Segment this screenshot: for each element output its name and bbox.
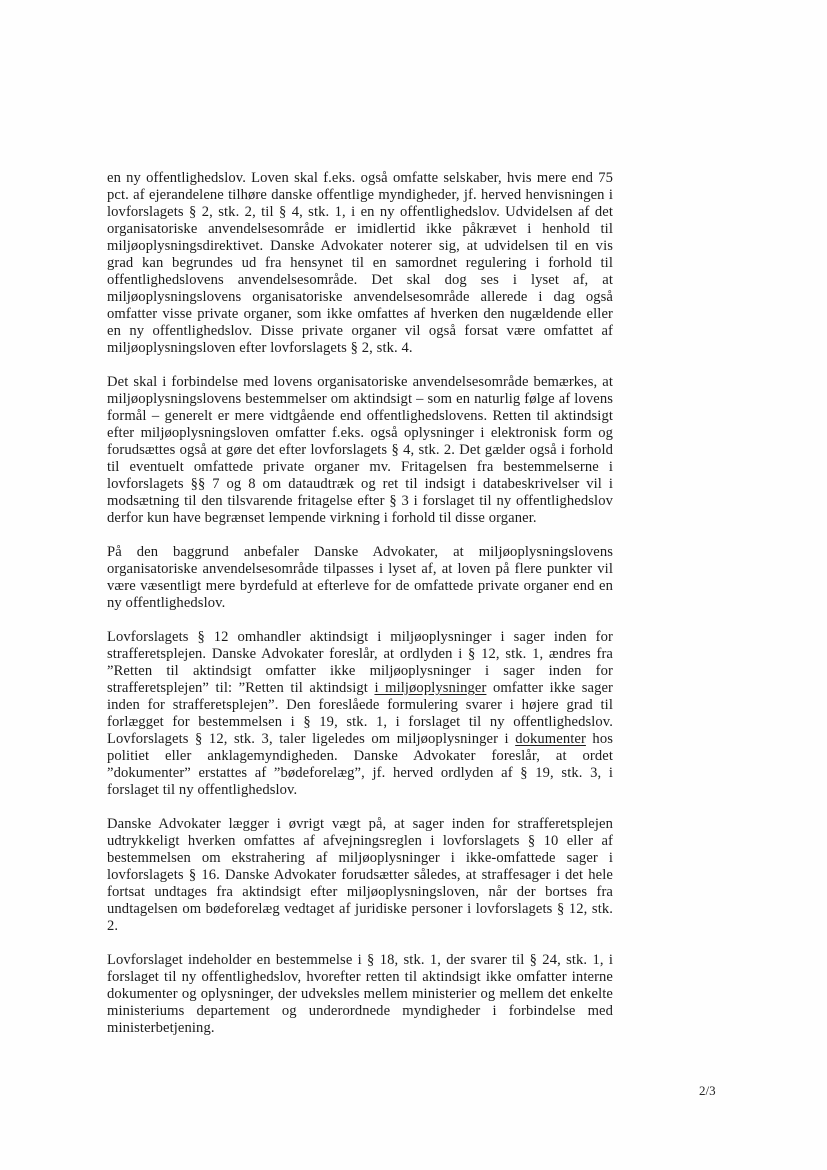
paragraph: [107, 544, 613, 612]
text-segment: omfatter ikke sager inden for strafferetsplejen”. Den foreslåede formulering svarer i højere grad til forlægget for bestemmelsen i § 19, stk. 1, i forslaget til ny offentlighedslov. Lovforslagets § 12, stk. 3, taler ligeledes om miljøoplysninger i: [107, 680, 613, 747]
paragraph: [107, 629, 613, 799]
text-segment: På den baggrund anbefaler Danske Advokater, at miljøoplysningslovens organisatoriske anvendelsesområde tilpasses i lyset af, at loven på flere punkter vil være væsentligt mere byrdefuld at efterleve for de omfattede private organer end en ny offentlighedslov.: [107, 544, 613, 611]
document-paragraphs: [107, 170, 613, 1037]
underlined-text: i miljøoplysninger: [374, 680, 487, 696]
text-segment: Lovforslaget indeholder en bestemmelse i § 18, stk. 1, der svarer til § 24, stk. 1, i forslaget til ny offentlighedslov, hvorefter retten til aktindsigt ikke omfatter interne dokumenter og oplysninger, der udveksles mellem ministerier og mellem det enkelte ministeriums departement og underordnede myndigheder i forbindelse med ministerbetjening.: [107, 952, 613, 1036]
text-segment: Lovforslagets § 12 omhandler aktindsigt i miljøoplysninger i sager inden for strafferetsplejen. Danske Advokater foreslår, at ordlyden i § 12, stk. 1, ændres fra ”Retten til aktindsigt omfatter ikke miljøoplysninger i sager inden for strafferetsplejen” til: ”Retten til aktindsigt: [107, 629, 613, 696]
underlined-text: dokumenter: [515, 731, 586, 747]
paragraph: [107, 816, 613, 935]
page-number: 2/3: [699, 1083, 716, 1098]
text-segment: en ny offentlighedslov. Loven skal f.eks. også omfatte selskaber, hvis mere end 75 pct. af ejerandelene tilhøre danske offentlige myndigheder, jf. herved henvisningen i lovforslagets § 2, stk. 2, til § 4, stk. 1, i en ny offentlighedslov. Udvidelsen af det organisatoriske anvendelsesområde er imidlertid ikke påkrævet i henhold til miljøoplysningsdirektivet. Danske Advokater noterer sig, at udvidelsen til en vis grad kan begrundes ud fra hensynet til en samordnet regulering i forhold til offentlighedslovens anvendelsesområde. Det skal dog ses i lyset af, at miljøoplysningslovens organisatoriske anvendelsesområde allerede i dag også omfatter visse private organer, som ikke omfattes af hverken den nugældende eller en ny offentlighedslov. Disse private organer vil også forsat være omfattet af miljøoplysningsloven efter lovforslagets § 2, stk. 4.: [107, 170, 613, 356]
paragraph: [107, 374, 613, 527]
text-segment: Danske Advokater lægger i øvrigt vægt på, at sager inden for strafferetsplejen udtrykkeligt hverken omfattes af afvejningsreglen i lovforslagets § 10 eller af bestemmelsen om ekstrahering af miljøoplysninger i ikke-omfattede sager i lovforslagets § 16. Danske Advokater forudsætter således, at straffesager i det hele fortsat undtages fra aktindsigt efter miljøoplysningsloven, når der bortses fra undtagelsen om bødeforelæg vedtaget af juridiske personer i lovforslagets § 12, stk. 2.: [107, 816, 613, 934]
text-segment: Det skal i forbindelse med lovens organisatoriske anvendelsesområde bemærkes, at miljøoplysningslovens bestemmelser om aktindsigt – som en naturlig følge af lovens formål – generelt er mere vidtgående end offentlighedslovens. Retten til aktindsigt efter miljøoplysningsloven omfatter f.eks. også oplysninger i elektronisk form og forudsættes også at gøre det efter lovforslagets § 4, stk. 2. Det gælder også i forhold til eventuelt omfattede private organer mv. Fritagelsen fra bestemmelserne i lovforslagets §§ 7 og 8 om dataudtræk og ret til indsigt i databeskrivelser vil i modsætning til den tilsvarende fritagelse efter § 3 i forslaget til ny offentlighedslov derfor kun have begrænset lempende virkning i forhold til disse organer.: [107, 374, 613, 526]
text-segment: hos politiet eller anklagemyndigheden. Danske Advokater foreslår, at ordet ”dokumenter” erstattes af ”bødeforelæg”, jf. herved ordlyden af § 19, stk. 3, i forslaget til ny offentlighedslov.: [107, 731, 613, 798]
paragraph: [107, 952, 613, 1037]
paragraph: [107, 170, 613, 357]
